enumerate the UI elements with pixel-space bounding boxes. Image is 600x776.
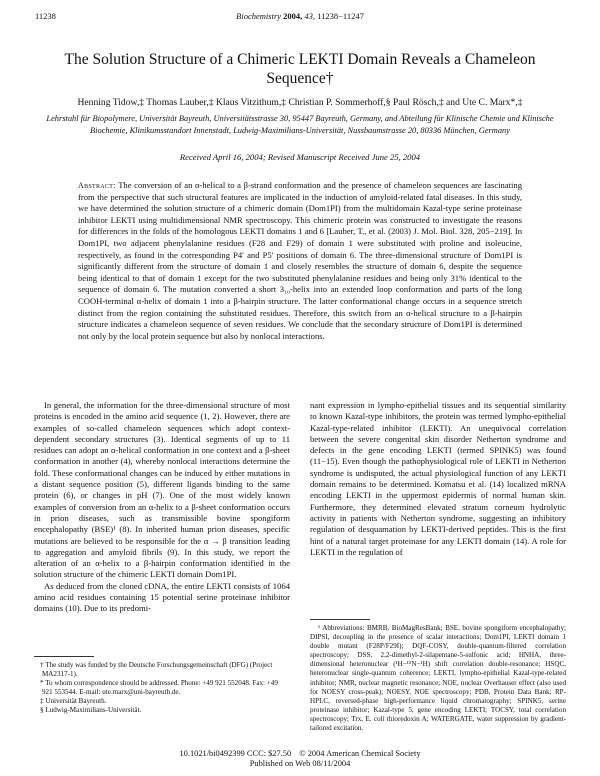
footnotes-right <box>310 619 566 733</box>
received-dates: Received April 16, 2004; Revised Manuscript Received June 25, 2004 <box>179 152 421 162</box>
affiliation: Lehrstuhl für Biopolymere, Universität Bayreuth, Universitätsstrasse 30, 95447 Bayreuth, Germany, and Abteilung für Klinische Chemie und Klinische Biochemie, Klinikumsstandort Innenstadt, Ludwig-Maximilians-Universität, Nussbaumstrasse 20, 80336 München, Germany <box>46 114 554 135</box>
abstract <box>78 180 522 342</box>
footnote-abbreviations: ¹ Abbreviations: BMRB, BioMagResBank; BSE, bovine spongiform encephalopathy; DIPSI, decoupling in the presence of scalar interactions; Dom1PI, LEKTI domain 1 double mutant (F28P/F29I); DQF-COSY, double-quantum-filtered correlation spectroscopy; DSS, 2,2-dimethyl-2-silapentane-5-sulfonic acid; HNHA, three-dimensional heteronuclear (¹H−¹⁵N−¹H) shift correlation double-resonance; HSQC, heteronuclear single-quantum coherence; LEKTI, lympho-epithelial Kazal-type-related inhibitor; NMR, nuclear magnetic resonance; NOE, nuclear Overhauser effect (also used for NOESY cross-peak); NOESY, NOE spectroscopy; PDB, Protein Data Bank; RP-HPLC, reversed-phase high-performance liquid chromatography; SPINK5, serine proteinase inhibitor; Kazal-type 5, gene encoding LEKTI; TOCSY, total correlation spectroscopy; Trx, E. coli thioredoxin A; WATERGATE, water suppression by gradient-tailored excitation. <box>310 624 566 733</box>
body-column-left <box>34 400 290 615</box>
body-paragraph: nant expression in lympho-epithelial tissues and its sequential similarity to known Kazal-type inhibitors, the protein was termed lympho-epithelial Kazal-type-related inhibitor (LEKTI). An unequivocal correlation between the severe congenital skin disorder Netherton syndrome and defects in the gene encoding LEKTI (termed SPINK5) was found (11−15). Even though the pathophysiological role of LEKTI in Netherton syndrome is undisputed, the actual physiological function of any LEKTI domain remains to be determined. Komatsu et al. (14) localized mRNA encoding LEKTI in the uppermost epidermis of normal human skin. Furthermore, they determined elevated stratum corneum hydrolytic activity in patients with Netherton syndrome, suggesting an inhibitory regulation of desquamation by LEKTI-derived peptides. This is the first hint of a natural target proteinase for any LEKTI domain (14). A role for LEKTI in the regulation of <box>310 400 566 557</box>
footnote-rule <box>310 619 370 620</box>
body-paragraph: As deduced from the cloned cDNA, the entire LEKTI consists of 1064 amino acid residues containing 15 potential serine proteinase inhibitor domains (10). Due to its predomi- <box>34 580 290 614</box>
author-list: Henning Tidow,‡ Thomas Lauber,‡ Klaus Vitzithum,‡ Christian P. Sommerhoff,§ Paul Rösch,‡ and Ute C. Marx*,‡ <box>77 97 523 108</box>
journal-volume: 43, <box>304 11 316 21</box>
copyright-line: © 2004 American Chemical Society <box>299 749 421 758</box>
abstract-label: Abstract: <box>78 181 116 190</box>
footnote-funding: † The study was funded by the Deutsche Forschungsgemeinschaft (DFG) (Project MA2317-1). <box>40 661 273 679</box>
footnotes-left <box>34 656 290 716</box>
journal-year: 2004, <box>283 11 303 21</box>
published-line: Published on Web 08/11/2004 <box>249 759 351 768</box>
footnote-affiliation-1: ‡ Universität Bayreuth. <box>40 697 107 706</box>
article-title: The Solution Structure of a Chimeric LEKTI Domain Reveals a Chameleon Sequence† <box>64 51 536 87</box>
journal-pages: 11238−11247 <box>317 11 364 21</box>
abstract-text: The conversion of an α-helical to a β-strand conformation and the presence of chameleon sequences are fascinating from the perspective that such structural features are implicated in the induction of amyloid-related fatal diseases. In this study, we have determined the solution structure of a chimeric domain (Dom1PI) from the multidomain Kazal-type serine proteinase inhibitor LEKTI using multidimensional NMR spectroscopy. This chimeric protein was constructed to investigate the reasons for differences in the folds of the homologous LEKTI domains 1 and 6 [Lauber, T., et al. (2003) J. Mol. Biol. 328, 205−219]. In Dom1PI, two adjacent phenylalanine residues (F28 and F29) of domain 1 were substituted with proline and isoleucine, respectively, as found in the corresponding P4′ and P5′ positions of domain 6. The three-dimensional structure of Dom1PI is significantly different from the structure of domain 1 and closely resembles the structure of domain 6, despite the sequence being identical to that of domain 1 except for the two substituted phenylalanine residues and being only 31% identical to the sequence of domain 6. The mutation converted a short 3₁₀-helix into an extended loop conformation and parts of the long COOH-terminal α-helix of domain 1 into a β-hairpin structure. The latter conformational change occurs in a sequence stretch distinct from the region containing the substituted residues. Therefore, this switch from an α-helical structure to a β-hairpin structure indicates a chameleon sequence of seven residues. We conclude that the secondary structure of Dom1PI is determined not only by the local protein sequence but also by nonlocal interactions. <box>78 180 522 341</box>
footnote-correspondence: * To whom correspondence should be addressed. Phone: +49 921 552048. Fax: +49 921 553544. E-mail: ute.marx@uni-bayreuth.de. <box>40 679 278 697</box>
journal-citation <box>35 11 565 21</box>
page-footer <box>30 749 570 769</box>
doi-line: 10.1021/bi0492399 CCC: $27.50 <box>179 749 292 758</box>
footnote-rule <box>34 656 94 657</box>
footnote-affiliation-2: § Ludwig-Maximilians-Universität. <box>40 706 142 715</box>
journal-name: Biochemistry <box>236 11 282 21</box>
body-column-right <box>310 400 566 558</box>
body-paragraph: In general, the information for the three-dimensional structure of most proteins is encoded in the amino acid sequence (1, 2). However, there are examples of so-called chameleon sequences which adopt context-dependent secondary structures (3). Identical segments of up to 11 residues can adopt an α-helical conformation in one context and a β-sheet conformation in another (4), whereby nonlocal interactions determine the fold. These conformational changes can be induced by either mutations in a distant sequence position (5), different ligands binding to the same protein (6), or changes in pH (7). One of the most widely known examples of conversion from an α-helix to a β-sheet conformation occurs in prion diseases, such as transmissible bovine spongiform encephalopathy (BSE)¹ (8). In inherited human prion diseases, specific mutations are believed to be responsible for the α → β transition leading to aggregation and amyloid fibrils (9). In this study, we report the alteration of an α-helix to a β-hairpin conformation identified in the solution structure of the chimeric LEKTI domain Dom1PI. <box>34 400 290 580</box>
page-number: 11238 <box>35 11 56 21</box>
running-header <box>35 11 565 25</box>
